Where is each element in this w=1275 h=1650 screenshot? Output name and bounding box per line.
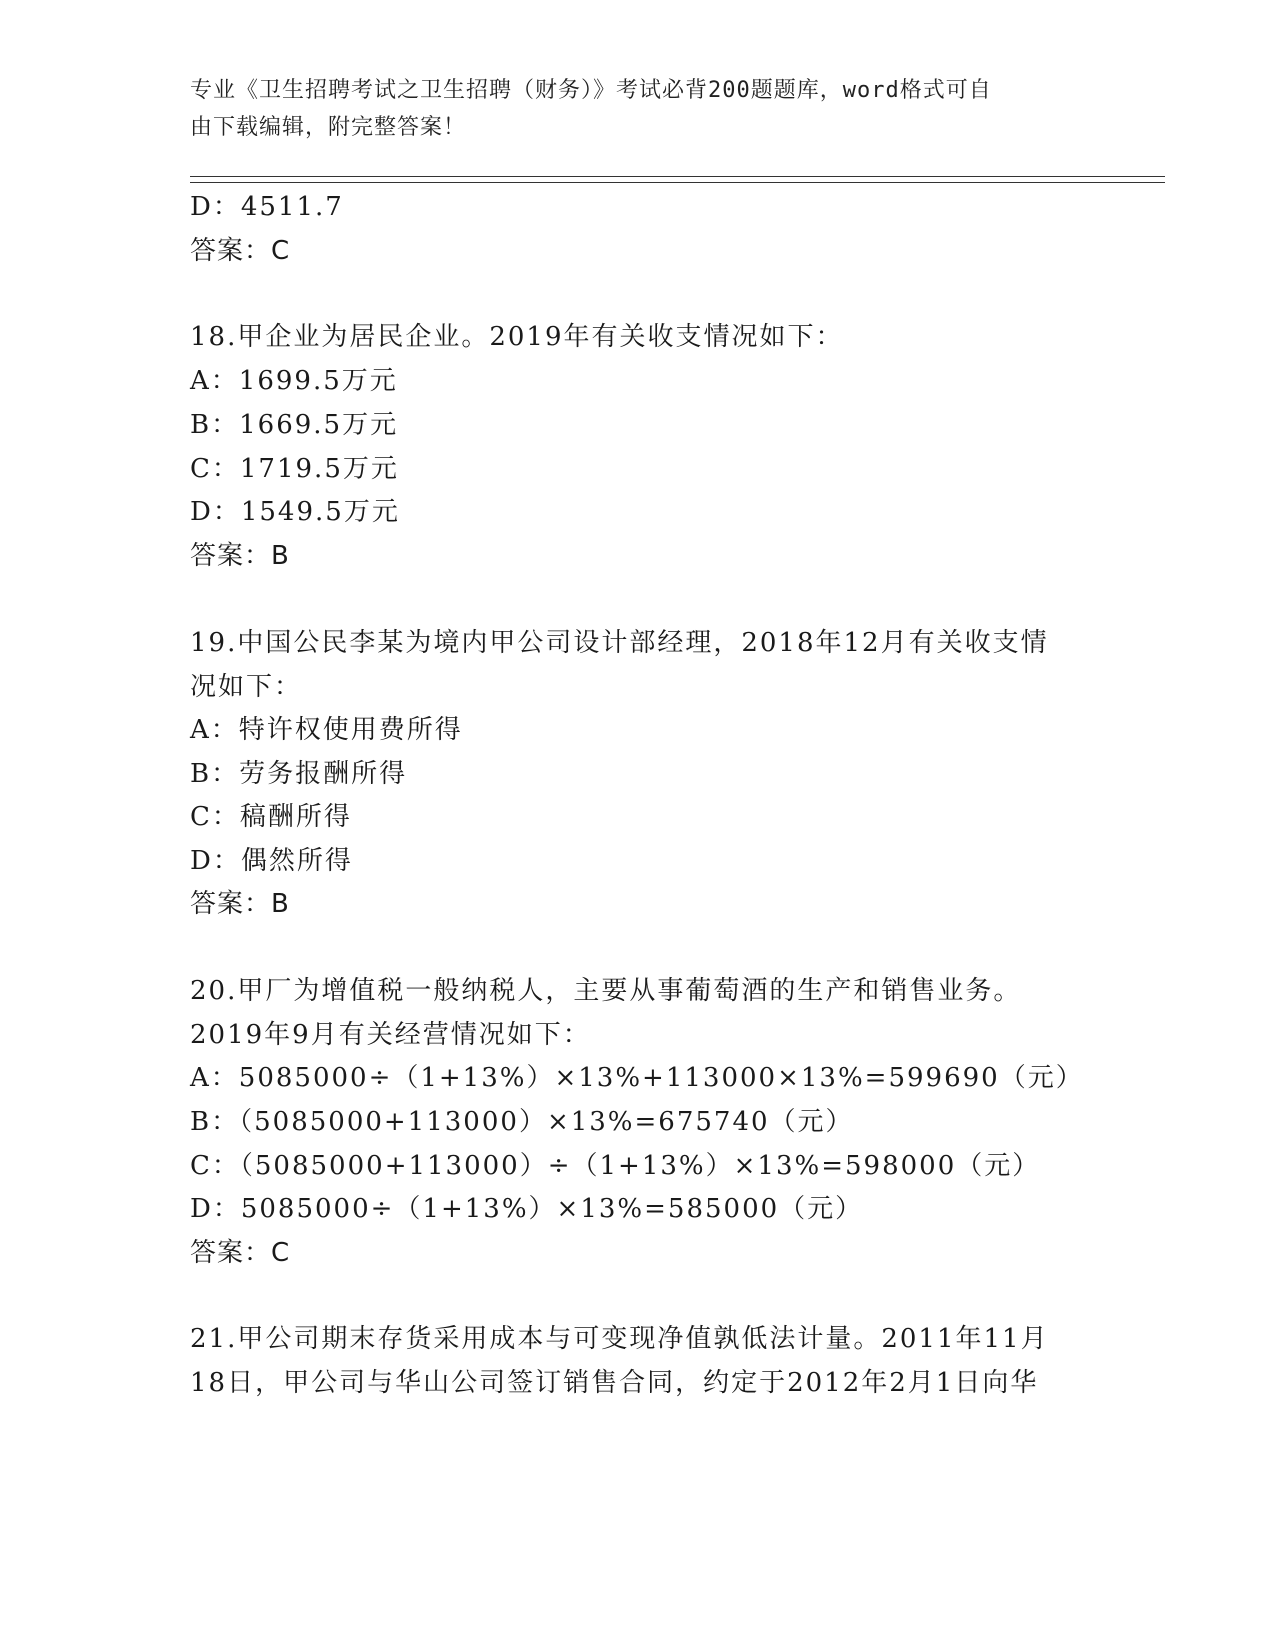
q19-stem-line-1: 19.中国公民李某为境内甲公司设计部经理，2018年12月有关收支情 [190,628,1049,658]
q18-answer: 答案：B [190,541,290,571]
q20-option-b: B：（5085000+113000）×13%=675740（元） [190,1107,854,1137]
q21-stem-line-1: 21.甲公司期末存货采用成本与可变现净值孰低法计量。2011年11月 [190,1324,1049,1354]
q18-option-c: C：1719.5万元 [190,454,399,484]
q20-option-c: C：（5085000+113000）÷（1+13%）×13%=598000（元） [190,1151,1041,1181]
q19-option-b: B：劳务报酬所得 [190,759,408,789]
header-rule-top [190,176,1165,177]
header-rule-bottom [190,182,1165,183]
prev-answer: 答案：C [190,236,291,266]
q20-answer: 答案：C [190,1238,291,1268]
q20-option-d: D：5085000÷（1+13%）×13%=585000（元） [190,1194,864,1224]
q19-option-a: A：特许权使用费所得 [190,715,463,745]
q18-option-a: A：1699.5万元 [190,366,398,396]
q20-option-a: A：5085000÷（1+13%）×13%+113000×13%=599690（元） [190,1063,1084,1093]
header-line-1: 专业《卫生招聘考试之卫生招聘（财务）》考试必背200题题库，word格式可自 [190,78,992,103]
header-line-2: 由下载编辑，附完整答案！ [190,115,467,140]
q18-option-b: B：1669.5万元 [190,410,399,440]
q18-option-d: D：1549.5万元 [190,497,400,527]
q18-stem: 18.甲企业为居民企业。2019年有关收支情况如下： [190,322,844,352]
q19-answer: 答案：B [190,889,290,919]
document-header [190,72,1090,146]
q19-stem-line-2: 况如下： [190,672,303,702]
prev-option-d: D：4511.7 [190,192,344,222]
q19-option-d: D：偶然所得 [190,846,353,876]
q19-option-c: C：稿酬所得 [190,802,352,832]
q20-stem-line-2: 2019年9月有关经营情况如下： [190,1020,591,1050]
q21-stem-line-2: 18日，甲公司与华山公司签订销售合同，约定于2012年2月1日向华 [190,1368,1039,1398]
q20-stem-line-1: 20.甲厂为增值税一般纳税人，主要从事葡萄酒的生产和销售业务。 [190,976,1022,1006]
